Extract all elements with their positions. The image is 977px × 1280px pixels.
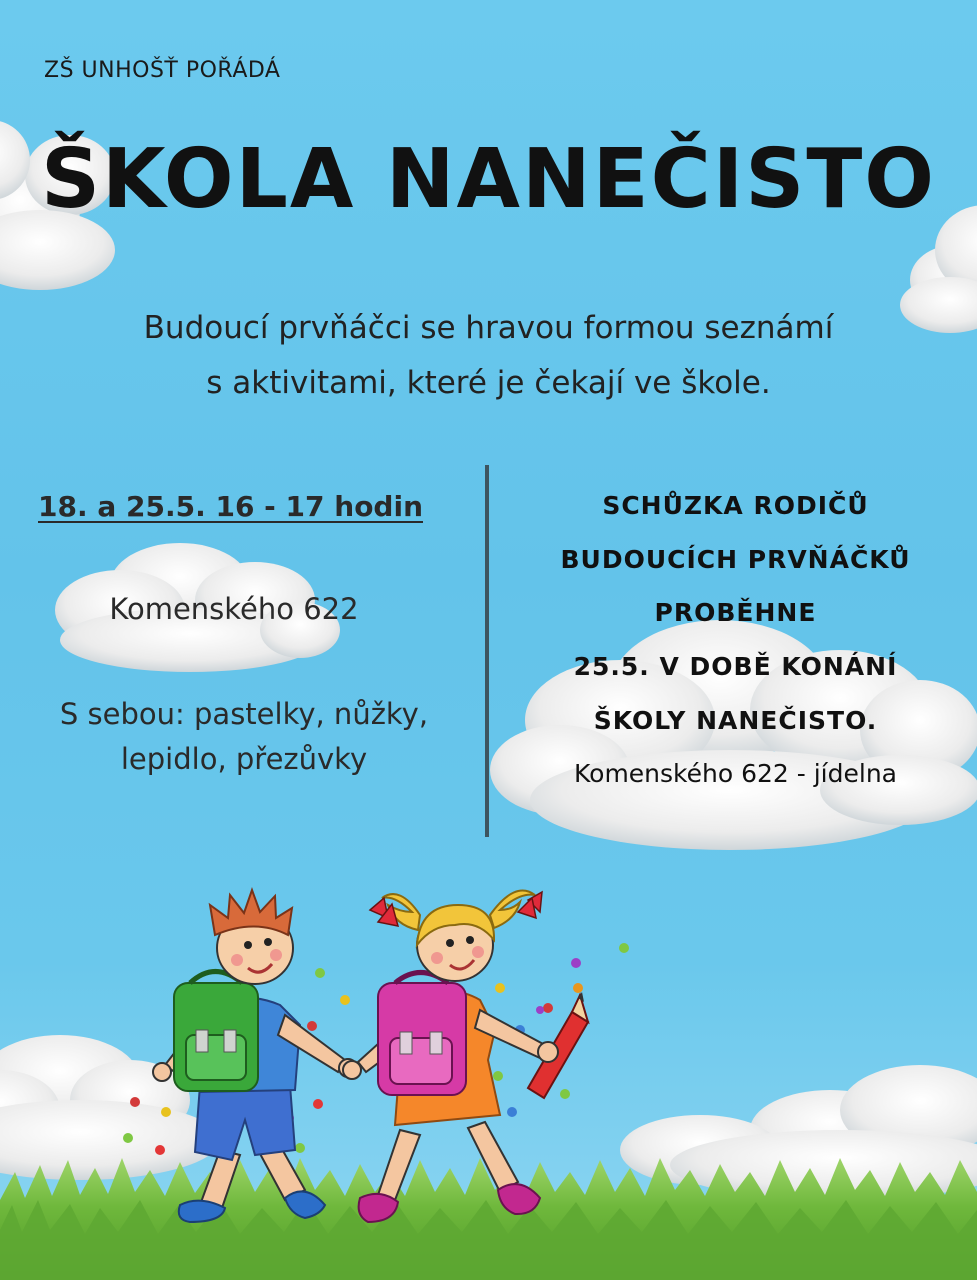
intro-line-2: s aktivitami, které je čekají ve škole.	[206, 365, 771, 401]
column-divider	[485, 465, 489, 837]
meeting-line-2: BUDOUCÍCH PRVŇÁČKŮ	[560, 545, 911, 574]
meeting-line-1: SCHŮZKA RODIČŮ	[602, 491, 869, 520]
intro-line-1: Budoucí prvňáčci se hravou formou seznámí	[143, 310, 834, 346]
cloud-bottom-right	[620, 1065, 977, 1200]
event-address: Komenského 622	[109, 592, 359, 626]
meeting-address: Komenského 622 - jídelna	[574, 759, 897, 788]
bring-line-2: lepidlo, přezůvky	[120, 742, 368, 776]
bring-line-1: S sebou: pastelky, nůžky,	[59, 697, 429, 731]
event-dates: 18. a 25.5. 16 - 17 hodin	[38, 490, 423, 523]
girl-figure	[343, 891, 588, 1223]
meeting-line-4: 25.5. V DOBĚ KONÁNÍ	[573, 652, 898, 681]
meeting-line-3: PROBĚHNE	[654, 598, 817, 627]
meeting-line-5: ŠKOLY NANEČISTO.	[593, 706, 878, 735]
poster-title: ŠKOLA NANEČISTO	[40, 132, 936, 227]
organizer-text: ZŠ UNHOŠŤ POŘÁDÁ	[44, 58, 281, 83]
